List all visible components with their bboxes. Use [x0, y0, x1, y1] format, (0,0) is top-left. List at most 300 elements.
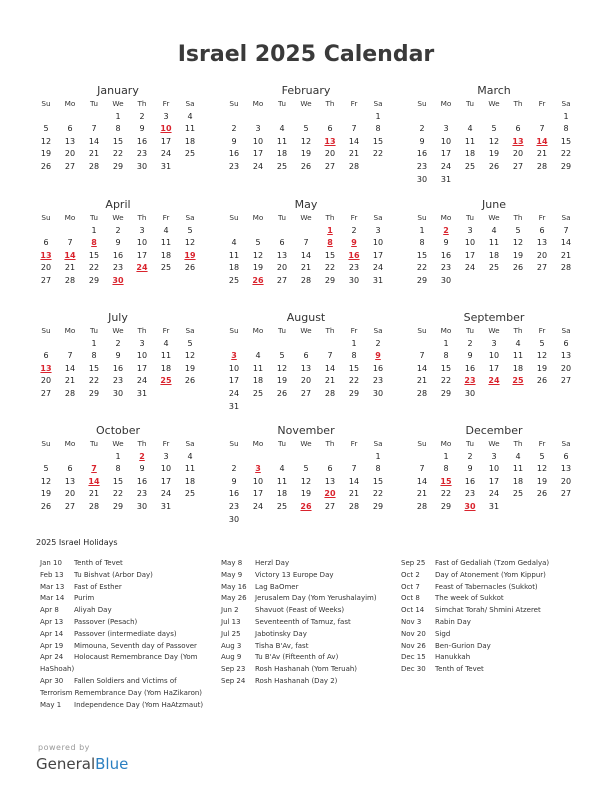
- holiday-date: May 26: [221, 594, 247, 603]
- holiday-date: Nov 26: [401, 641, 426, 650]
- day-cell: 10: [372, 238, 384, 248]
- weekday-header: Sa: [373, 213, 383, 222]
- day-cell: 22: [112, 149, 124, 159]
- day-cell: 7: [351, 124, 357, 134]
- day-cell: 5: [187, 338, 193, 348]
- day-cell: 11: [160, 351, 172, 361]
- day-cell: 17: [252, 489, 264, 499]
- holiday-day: 23: [464, 376, 476, 386]
- day-cell: 21: [300, 263, 312, 273]
- day-cell: 15: [88, 363, 100, 373]
- day-cell: 1: [375, 111, 381, 121]
- weekday-header: Th: [513, 213, 523, 222]
- holiday-row: [401, 605, 576, 617]
- day-cell: 29: [440, 388, 452, 398]
- weekday-header: Mo: [252, 326, 264, 335]
- day-cell: 17: [464, 250, 476, 260]
- day-cell: 30: [136, 161, 148, 171]
- weekday-header: Fr: [350, 439, 358, 448]
- holiday-date: Nov 3: [401, 617, 422, 626]
- weekday-header: Su: [417, 439, 427, 448]
- holiday-name: Seventeenth of Tamuz, fast: [255, 617, 351, 626]
- holiday-name: Passover (Pesach): [74, 617, 138, 626]
- day-cell: 10: [136, 351, 148, 361]
- day-cell: 27: [64, 161, 76, 171]
- holiday-name: Simchat Torah/ Shmini Atzeret: [435, 606, 541, 615]
- day-cell: 12: [276, 363, 288, 373]
- holiday-day: 13: [40, 250, 52, 260]
- holiday-row: [401, 593, 576, 605]
- day-cell: 8: [375, 124, 381, 134]
- day-cell: 19: [40, 489, 52, 499]
- day-cell: 25: [184, 149, 196, 159]
- day-cell: 30: [228, 514, 240, 524]
- day-cell: 21: [348, 489, 360, 499]
- day-cell: 22: [440, 376, 452, 386]
- holiday-name: Purim: [74, 594, 95, 603]
- holiday-row: [221, 652, 396, 664]
- day-cell: 25: [276, 161, 288, 171]
- day-cell: 29: [112, 161, 124, 171]
- day-cell: 1: [91, 338, 97, 348]
- weekday-header: Th: [137, 213, 147, 222]
- weekday-header: Th: [137, 439, 147, 448]
- day-cell: 9: [443, 238, 449, 248]
- day-cell: 11: [488, 238, 500, 248]
- weekday-header: Su: [229, 326, 239, 335]
- day-cell: 18: [184, 136, 196, 146]
- day-cell: 10: [252, 136, 264, 146]
- day-cell: 24: [160, 489, 172, 499]
- month-name: June: [482, 198, 506, 211]
- day-cell: 13: [300, 363, 312, 373]
- weekday-header: Sa: [561, 439, 571, 448]
- day-cell: 17: [252, 149, 264, 159]
- day-cell: 10: [160, 464, 172, 474]
- holiday-row: [221, 593, 396, 605]
- month-november: [222, 424, 390, 526]
- weekday-header: Mo: [440, 99, 452, 108]
- day-cell: 15: [88, 250, 100, 260]
- day-cell: 15: [324, 250, 336, 260]
- weekday-header: We: [300, 213, 312, 222]
- day-cell: 21: [536, 149, 548, 159]
- holiday-name: Aliyah Day: [74, 606, 112, 615]
- day-cell: 31: [488, 501, 500, 511]
- day-cell: 6: [303, 351, 309, 361]
- holiday-name: Holocaust Remembrance Day (Yom: [74, 653, 198, 662]
- day-cell: 22: [88, 376, 100, 386]
- holiday-name: Shavuot (Feast of Weeks): [255, 606, 345, 615]
- day-cell: 4: [279, 124, 285, 134]
- empty-cell: [270, 111, 294, 124]
- holiday-name: Rabin Day: [435, 617, 471, 626]
- holiday-row: [40, 676, 210, 688]
- day-cell: 10: [252, 476, 264, 486]
- day-cell: 8: [91, 351, 97, 361]
- day-cell: 11: [228, 250, 240, 260]
- day-cell: 27: [40, 388, 52, 398]
- month-october: [34, 424, 202, 514]
- weekday-header: We: [488, 326, 500, 335]
- day-cell: 28: [348, 161, 360, 171]
- day-cell: 30: [372, 388, 384, 398]
- day-cell: 5: [515, 225, 521, 235]
- empty-cell: [410, 111, 434, 124]
- month-name: August: [286, 311, 326, 324]
- weekday-header: Th: [513, 439, 523, 448]
- holiday-column-1: [40, 558, 210, 711]
- weekday-header: Mo: [64, 213, 76, 222]
- holiday-date: May 9: [221, 570, 243, 579]
- holiday-name: Herzl Day: [255, 559, 290, 567]
- weekday-header: Tu: [278, 99, 286, 108]
- empty-cell: [82, 451, 106, 464]
- holiday-name: Rosh Hashanah (Day 2): [255, 676, 338, 685]
- holiday-row: [221, 629, 396, 641]
- day-cell: 12: [300, 136, 312, 146]
- day-cell: 28: [560, 263, 572, 273]
- day-cell: 7: [303, 238, 309, 248]
- holiday-day: 3: [231, 351, 237, 361]
- weekday-header: Sa: [185, 99, 195, 108]
- day-cell: 12: [300, 476, 312, 486]
- day-cell: 23: [112, 263, 124, 273]
- day-cell: 10: [488, 351, 500, 361]
- empty-cell: [410, 338, 434, 351]
- day-cell: 13: [536, 238, 548, 248]
- day-cell: 9: [139, 124, 145, 134]
- holiday-name: Lag BaOmer: [255, 582, 299, 591]
- powered-by-text: powered by: [38, 743, 90, 752]
- weekday-header: Fr: [538, 326, 546, 335]
- day-cell: 27: [536, 263, 548, 273]
- holiday-day: 14: [88, 476, 100, 486]
- holiday-row: [221, 617, 396, 629]
- weekday-header: We: [112, 326, 124, 335]
- weekday-header: Mo: [252, 439, 264, 448]
- holiday-date: Jul 25: [221, 629, 241, 638]
- weekday-header: Tu: [466, 439, 474, 448]
- weekday-header: Tu: [90, 213, 98, 222]
- weekday-header: Su: [41, 99, 51, 108]
- holiday-row: [401, 641, 576, 653]
- day-cell: 1: [115, 111, 121, 121]
- empty-cell: [270, 338, 294, 351]
- weekday-header: Mo: [440, 326, 452, 335]
- empty-cell: [58, 225, 82, 238]
- holiday-date: Sep 23: [221, 665, 246, 674]
- month-december: [410, 424, 578, 514]
- day-cell: 2: [231, 464, 237, 474]
- day-cell: 29: [88, 275, 100, 285]
- day-cell: 17: [160, 136, 172, 146]
- day-cell: 9: [139, 464, 145, 474]
- day-cell: 23: [440, 263, 452, 273]
- day-cell: 31: [228, 401, 240, 411]
- day-cell: 23: [228, 161, 240, 171]
- empty-cell: [294, 225, 318, 238]
- weekday-header: Fr: [162, 326, 170, 335]
- day-cell: 18: [512, 363, 524, 373]
- month-name: July: [108, 311, 128, 324]
- holiday-row: [40, 593, 210, 605]
- holiday-row: [401, 582, 576, 594]
- day-cell: 4: [187, 451, 193, 461]
- day-cell: 22: [348, 376, 360, 386]
- day-cell: 4: [467, 124, 473, 134]
- day-cell: 28: [536, 161, 548, 171]
- holiday-date: Mar 14: [40, 594, 65, 603]
- day-cell: 27: [40, 275, 52, 285]
- day-cell: 9: [467, 464, 473, 474]
- day-cell: 30: [416, 174, 428, 184]
- day-cell: 22: [416, 263, 428, 273]
- holiday-row: [40, 641, 210, 653]
- day-cell: 6: [67, 464, 73, 474]
- day-cell: 18: [512, 476, 524, 486]
- day-cell: 23: [228, 501, 240, 511]
- day-cell: 17: [160, 476, 172, 486]
- empty-cell: [34, 111, 58, 124]
- day-cell: 17: [228, 376, 240, 386]
- day-cell: 19: [252, 263, 264, 273]
- day-cell: 10: [136, 238, 148, 248]
- weekday-header: We: [300, 326, 312, 335]
- day-cell: 3: [139, 338, 145, 348]
- empty-cell: [34, 338, 58, 351]
- holiday-row: [40, 700, 210, 712]
- month-name: October: [95, 424, 141, 437]
- day-cell: 7: [563, 225, 569, 235]
- empty-cell: [294, 451, 318, 464]
- month-name: December: [465, 424, 523, 437]
- day-cell: 20: [64, 489, 76, 499]
- day-cell: 18: [160, 250, 172, 260]
- day-cell: 21: [348, 149, 360, 159]
- day-cell: 15: [112, 136, 124, 146]
- day-cell: 29: [324, 275, 336, 285]
- day-cell: 12: [488, 136, 500, 146]
- holiday-name: Jerusalem Day (Yom Yerushalayim): [255, 594, 377, 603]
- holiday-date: Apr 24: [40, 653, 64, 662]
- day-cell: 8: [375, 464, 381, 474]
- day-cell: 7: [67, 351, 73, 361]
- day-cell: 14: [324, 363, 336, 373]
- day-cell: 14: [416, 476, 428, 486]
- day-cell: 1: [351, 338, 357, 348]
- day-cell: 28: [348, 501, 360, 511]
- holiday-date: Aug 9: [221, 653, 242, 662]
- day-cell: 14: [64, 363, 76, 373]
- day-cell: 16: [112, 363, 124, 373]
- weekday-header: Th: [325, 213, 335, 222]
- day-cell: 16: [136, 136, 148, 146]
- day-cell: 23: [372, 376, 384, 386]
- day-cell: 15: [440, 363, 452, 373]
- holiday-day: 13: [512, 136, 524, 146]
- day-cell: 4: [163, 338, 169, 348]
- holiday-day: 19: [184, 250, 196, 260]
- holiday-date: Mar 13: [40, 582, 65, 591]
- holiday-name: Independence Day (Yom HaAtzmaut): [74, 700, 204, 709]
- holiday-name: Tenth of Tevet: [74, 559, 123, 567]
- day-cell: 15: [372, 476, 384, 486]
- holiday-day: 1: [327, 225, 333, 235]
- day-cell: 26: [40, 161, 52, 171]
- day-cell: 28: [88, 161, 100, 171]
- weekday-header: Mo: [440, 213, 452, 222]
- day-cell: 17: [488, 363, 500, 373]
- weekday-header: Tu: [90, 99, 98, 108]
- holiday-row: [40, 582, 210, 594]
- day-cell: 2: [419, 124, 425, 134]
- day-cell: 2: [467, 338, 473, 348]
- day-cell: 23: [136, 489, 148, 499]
- day-cell: 7: [419, 351, 425, 361]
- day-cell: 8: [443, 464, 449, 474]
- month-august: [222, 311, 390, 413]
- empty-cell: [222, 338, 246, 351]
- day-cell: 28: [324, 388, 336, 398]
- day-cell: 25: [228, 275, 240, 285]
- empty-cell: [318, 111, 342, 124]
- holiday-row: [40, 570, 210, 582]
- page-title: Israel 2025 Calendar: [177, 42, 435, 67]
- empty-cell: [342, 111, 366, 124]
- holiday-day: 7: [91, 464, 97, 474]
- holiday-date: Apr 14: [40, 629, 64, 638]
- day-cell: 4: [491, 225, 497, 235]
- day-cell: 16: [372, 363, 384, 373]
- day-cell: 9: [231, 136, 237, 146]
- day-cell: 1: [443, 451, 449, 461]
- day-cell: 24: [136, 376, 148, 386]
- holiday-date: Sep 25: [401, 559, 426, 567]
- day-cell: 13: [276, 250, 288, 260]
- holiday-date: May 1: [40, 700, 62, 709]
- holiday-date: May 8: [221, 559, 243, 567]
- day-cell: 18: [276, 149, 288, 159]
- day-cell: 22: [88, 263, 100, 273]
- holiday-date: Jul 13: [221, 617, 241, 626]
- day-cell: 27: [324, 161, 336, 171]
- day-cell: 24: [252, 501, 264, 511]
- day-cell: 12: [512, 238, 524, 248]
- weekday-header: Su: [41, 326, 51, 335]
- empty-cell: [222, 451, 246, 464]
- day-cell: 4: [163, 225, 169, 235]
- day-cell: 1: [443, 338, 449, 348]
- weekday-header: Sa: [373, 99, 383, 108]
- day-cell: 26: [40, 501, 52, 511]
- day-cell: 26: [536, 489, 548, 499]
- day-cell: 23: [136, 149, 148, 159]
- day-cell: 21: [560, 250, 572, 260]
- empty-cell: [246, 451, 270, 464]
- empty-cell: [270, 225, 294, 238]
- weekday-header: Mo: [64, 99, 76, 108]
- day-cell: 15: [372, 136, 384, 146]
- day-cell: 21: [64, 376, 76, 386]
- day-cell: 31: [160, 161, 172, 171]
- day-cell: 4: [515, 338, 521, 348]
- day-cell: 18: [184, 476, 196, 486]
- weekday-header: Fr: [350, 99, 358, 108]
- day-cell: 6: [327, 464, 333, 474]
- day-cell: 26: [300, 161, 312, 171]
- day-cell: 16: [136, 476, 148, 486]
- day-cell: 15: [348, 363, 360, 373]
- holiday-name: Tenth of Tevet: [435, 665, 484, 674]
- day-cell: 6: [539, 225, 545, 235]
- holiday-name: Passover (intermediate days): [74, 629, 177, 638]
- day-cell: 16: [464, 363, 476, 373]
- holiday-day: 26: [300, 501, 312, 511]
- weekday-header: Sa: [373, 439, 383, 448]
- day-cell: 4: [231, 238, 237, 248]
- weekday-header: Fr: [162, 213, 170, 222]
- month-name: May: [294, 198, 318, 211]
- day-cell: 11: [512, 464, 524, 474]
- day-cell: 29: [560, 161, 572, 171]
- weekday-header: Tu: [278, 439, 286, 448]
- weekday-header: Fr: [350, 213, 358, 222]
- empty-cell: [58, 111, 82, 124]
- day-cell: 16: [112, 250, 124, 260]
- day-cell: 3: [255, 124, 261, 134]
- empty-cell: [58, 338, 82, 351]
- day-cell: 27: [276, 275, 288, 285]
- day-cell: 13: [64, 136, 76, 146]
- empty-cell: [482, 111, 506, 124]
- holiday-row: [221, 641, 396, 653]
- weekday-header: Tu: [90, 439, 98, 448]
- day-cell: 11: [512, 351, 524, 361]
- day-cell: 5: [303, 464, 309, 474]
- day-cell: 27: [64, 501, 76, 511]
- holiday-name: Ben-Gurion Day: [435, 641, 491, 650]
- day-cell: 30: [348, 275, 360, 285]
- month-july: [34, 311, 202, 401]
- holiday-row: [401, 558, 576, 570]
- day-cell: 11: [276, 476, 288, 486]
- holiday-row: [221, 605, 396, 617]
- weekday-header: Mo: [252, 213, 264, 222]
- month-january: [34, 84, 202, 174]
- day-cell: 27: [512, 161, 524, 171]
- day-cell: 25: [160, 263, 172, 273]
- holiday-date: Apr 13: [40, 617, 64, 626]
- holiday-name: Tu Bishvat (Arbor Day): [74, 570, 153, 579]
- day-cell: 2: [115, 338, 121, 348]
- holiday-day: 8: [327, 238, 333, 248]
- brand-logo[interactable]: GeneralBlue: [36, 755, 129, 773]
- empty-cell: [222, 225, 246, 238]
- day-cell: 11: [276, 136, 288, 146]
- day-cell: 10: [440, 136, 452, 146]
- day-cell: 7: [91, 124, 97, 134]
- month-april: [34, 198, 202, 288]
- day-cell: 24: [228, 388, 240, 398]
- day-cell: 5: [539, 451, 545, 461]
- holiday-day: 9: [351, 238, 357, 248]
- day-cell: 6: [515, 124, 521, 134]
- weekday-header: Fr: [538, 439, 546, 448]
- weekday-header: Tu: [466, 326, 474, 335]
- day-cell: 18: [160, 363, 172, 373]
- day-cell: 20: [64, 149, 76, 159]
